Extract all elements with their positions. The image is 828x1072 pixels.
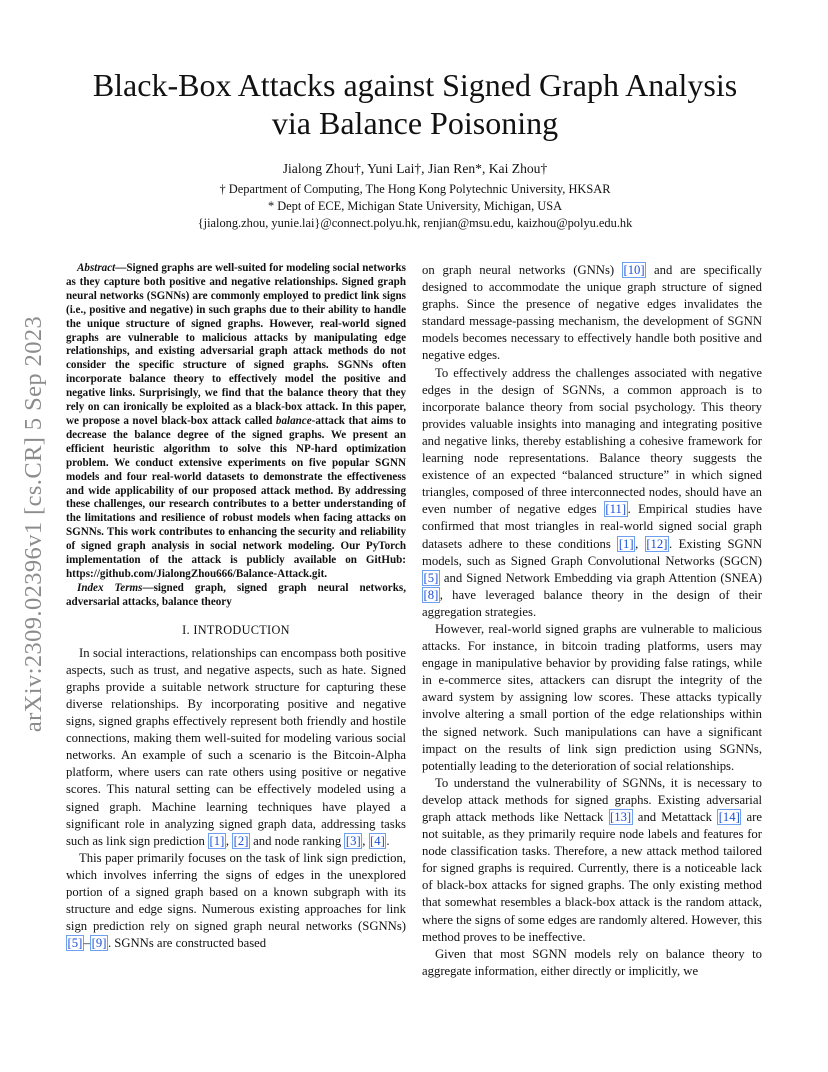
citation-link[interactable]: [3]: [345, 833, 361, 848]
citation-link[interactable]: [9]: [91, 936, 107, 951]
text-run: . SGNNs are constructed based: [107, 936, 267, 951]
text-run: . Existing SGNN models, such as Signed Graph Convolutional Networks (SGCN): [422, 536, 762, 568]
citation-link[interactable]: [11]: [605, 502, 627, 517]
abstract-separator: —: [115, 262, 127, 274]
paper-title: [66, 66, 764, 142]
text-run: ,: [635, 536, 645, 551]
text-run: However, real-world signed graphs are vulnerable to malicious attacks. For instance, in bitcoin trading platforms, users may engage in manipulative behavior by providing false ratings, while in e-commerce sites, attackers can disrupt the integrity of the award system by assigning low scores. These attacks typically involve altering a small portion of the edge relationships within the signed network. Such manipulations can have a significant impact on the results of link sign prediction using SGNNs, potentially leading to the deterioration of social relationships.: [422, 621, 762, 773]
text-run: and node ranking: [249, 833, 345, 848]
citation-link[interactable]: [14]: [718, 810, 740, 824]
text-run: To understand the vulnerability of SGNNs, it is necessary to develop attack methods for signed graphs. Existing adversarial graph attack methods like Nettack: [422, 775, 762, 824]
abstract: [66, 262, 406, 582]
section-heading-introduction: I. INTRODUCTION: [182, 622, 290, 637]
text-run: on graph neural networks (GNNs): [422, 263, 622, 277]
citation-link[interactable]: [5]: [67, 936, 83, 951]
text-run: ,: [362, 833, 369, 848]
citation-link[interactable]: [4]: [370, 833, 385, 848]
intro-paragraph-7: [422, 946, 762, 980]
index-terms: [66, 582, 406, 610]
text-run: –: [83, 936, 91, 951]
intro-paragraph-2: [66, 850, 406, 953]
left-column: [66, 262, 406, 952]
abstract-text-b: -attack that aims to decrease the balance degree of the signed graphs. We present an efficient heuristic algorithm to solve this NP-hard optimization problem. We conduct extensive experiments on five popular SGNN models and four real-world datasets to demonstrate the effectiveness and wide applicability of our proposed attack method. By addressing these challenges, our research contributes to a better understanding of the limitations and resilience of robust models when facing attacks on SGNNs. This work contributes to enhancing the security and reliability of signed graph analysis in social network modeling. Our PyTorch implementation of the attack is publicly available on GitHub: https://github.com/JialongZhou666/Balance-Attack.git.: [66, 414, 406, 580]
text-run: Given that most SGNN models rely on balance theory to aggregate information, either directly or implicitly, we: [422, 946, 762, 978]
right-column: [422, 262, 762, 980]
arxiv-identifier-text: arXiv:2309.02396v1 [cs.CR] 5 Sep 2023: [20, 315, 47, 733]
text-run: and Metattack: [632, 810, 718, 824]
citation-link[interactable]: [10]: [623, 263, 645, 277]
index-terms-text: signed graph, signed graph neural networks, adversarial attacks, balance theory: [66, 581, 406, 608]
author-list: Jialong Zhou†, Yuni Lai†, Jian Ren*, Kai Zhou†: [282, 161, 548, 176]
text-run: .: [386, 833, 390, 848]
author-emails: {jialong.zhou, yunie.lai}@connect.polyu.hk, renjian@msu.edu, kaizhou@polyu.edu.hk: [197, 216, 633, 230]
affiliation-msu: * Dept of ECE, Michigan State University, Michigan, USA: [267, 199, 563, 213]
text-run: ,: [225, 833, 233, 848]
intro-paragraph-6: [422, 775, 762, 946]
text-run: In social interactions, relationships can encompass both positive aspects, such as trust, and negative aspects, such as hate. Signed graphs provide a suitable network structure for capturing these diverse relationships. By incorporating positive and negative signs, signed graphs effectively represent both friendly and hostile connections, making them well-suited for modeling various social networks. An example of such a scenario is the Bitcoin-Alpha platform, where users can rate others using positive or negative scores. This natural setting can be effectively modeled using a signed graph. Machine learning techniques have played a significant role in analyzing signed graph data, addressing tasks such as link sign prediction: [66, 645, 406, 848]
index-terms-separator: —: [142, 581, 154, 594]
citation-link[interactable]: [1]: [209, 833, 225, 848]
citation-link[interactable]: [5]: [423, 570, 439, 585]
text-run: and are specifically designed to accommodate the unique graph structure of signed graphs. Since the presence of negative edges invalidates the standard message-passing mechanism, the development of SGNN models becomes necessary to effectively handle both positive and negative edges.: [422, 263, 762, 363]
text-run: This paper primarily focuses on the task of link sign prediction, which involves inferring the signs of edges in the unexplored portion of a signed graph based on a known subgraph with its structure and edge signs. Numerous existing approaches for link sign prediction rely on signed graph neural networks (SGNNs): [66, 850, 406, 934]
citation-link[interactable]: [12]: [646, 536, 668, 551]
affiliation-polyu: † Department of Computing, The Hong Kong Polytechnic University, HKSAR: [219, 182, 611, 196]
abstract-emphasis: balance: [275, 414, 312, 427]
abstract-text-a: Signed graphs are well-suited for modeling social networks as they capture both positive and negative relationships. Signed graph neural networks (SGNNs) are commonly employed to predict link signs (i.e., positive and negative) in such graphs due to their ability to handle the unique structure of signed graphs. However, real-world signed graphs are vulnerable to malicious attacks by manipulating edge relationships, and existing adversarial graph attack methods do not consider the specific structure of signed graphs. SGNNs often incorporate balance theory to effectively model the positive and negative links. Surprisingly, we find that the balance theory that they rely on can ironically be exploited as a black-box attack. In this paper, we propose a novel black-box attack called: [66, 262, 406, 427]
index-terms-label: Index Terms: [77, 581, 143, 594]
citation-link[interactable]: [2]: [233, 833, 249, 848]
text-run: . Empirical studies have confirmed that most triangles in real-world signed social graph datasets adhere to these conditions: [422, 502, 762, 551]
intro-paragraph-3: [422, 262, 762, 365]
citation-link[interactable]: [8]: [423, 587, 439, 602]
title-line-1: Black-Box Attacks against Signed Graph Analysis: [92, 67, 738, 103]
text-run: are not suitable, as they primarily require node labels and features for node classification tasks. Therefore, a new attack method tailored for signed graphs is required. Currently, there is a noticeable lack of black-box attacks for signed graphs. The only existing method that somewhat resembles a black-box attack is the random attack, where the signs of some edges are randomly altered. However, this method proves to be ineffective.: [422, 810, 762, 944]
text-run: , have leveraged balance theory in the design of their aggregation strategies.: [422, 587, 762, 619]
citation-link[interactable]: [1]: [618, 536, 634, 551]
intro-paragraph-1: [66, 645, 406, 850]
intro-paragraph-4: [422, 365, 762, 621]
arxiv-identifier: [14, 296, 54, 752]
citation-link[interactable]: [13]: [610, 810, 632, 824]
title-line-2: via Balance Poisoning: [271, 105, 559, 141]
text-run: and Signed Network Embedding via graph Attention (SNEA): [439, 570, 762, 585]
intro-paragraph-5: [422, 621, 762, 775]
abstract-label: Abstract: [77, 262, 116, 274]
text-run: To effectively address the challenges associated with negative edges in the design of SGNNs, a common approach is to incorporate balance theory from social psychology. This theory provides valuable insights into managing and integrating positive and negative links, thereby establishing a cohesive framework for learning node representations. Balance theory suggests the existence of an expected “balanced structure” in which signed triangles, composed of three interconnected nodes, should have an even number of negative edges: [422, 365, 762, 517]
